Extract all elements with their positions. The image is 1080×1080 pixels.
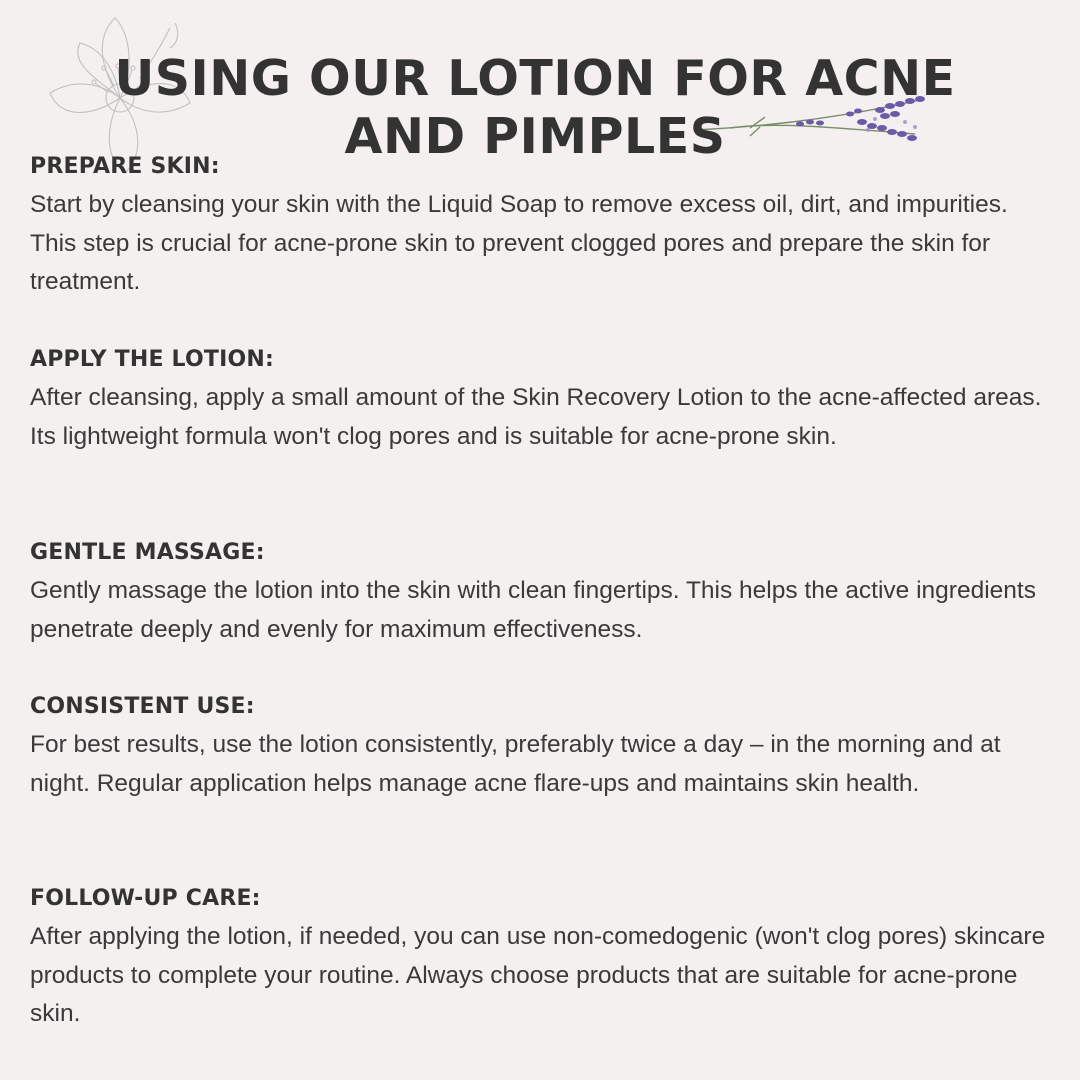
section-consistent-use	[30, 692, 1060, 803]
section-heading: APPLY THE LOTION:	[30, 347, 275, 372]
page-title	[0, 50, 1060, 166]
section-body: After cleansing, apply a small amount of the Skin Recovery Lotion to the acne-affected areas. Its lightweight formula won't clog pores and is suitable for acne-prone skin.	[30, 384, 1042, 450]
section-prepare-skin	[30, 152, 1060, 302]
section-body: Gently massage the lotion into the skin with clean fingertips. This helps the active ingredients penetrate deeply and evenly for maximum effectiveness.	[30, 577, 1036, 643]
section-heading: PREPARE SKIN:	[30, 154, 220, 179]
section-heading: FOLLOW-UP CARE:	[30, 886, 261, 911]
section-gentle-massage	[30, 538, 1060, 649]
section-body: For best results, use the lotion consistently, preferably twice a day – in the morning and at night. Regular application helps manage acne flare-ups and maintains skin health.	[30, 731, 1001, 797]
section-body: After applying the lotion, if needed, you can use non-comedogenic (won't clog pores) skincare products to complete your routine. Always choose products that are suitable for acne-prone skin.	[30, 923, 1046, 1027]
section-heading: CONSISTENT USE:	[30, 694, 255, 719]
section-heading: GENTLE MASSAGE:	[30, 540, 265, 565]
title-line-1: USING OUR LOTION FOR ACNE	[114, 50, 956, 107]
section-body: Start by cleansing your skin with the Liquid Soap to remove excess oil, dirt, and impurities. This step is crucial for acne-prone skin to prevent clogged pores and prepare the skin for treatment.	[30, 191, 1008, 295]
section-apply-lotion	[30, 345, 1060, 456]
section-follow-up-care	[30, 884, 1060, 1034]
title-line-2: AND PIMPLES	[344, 108, 726, 165]
